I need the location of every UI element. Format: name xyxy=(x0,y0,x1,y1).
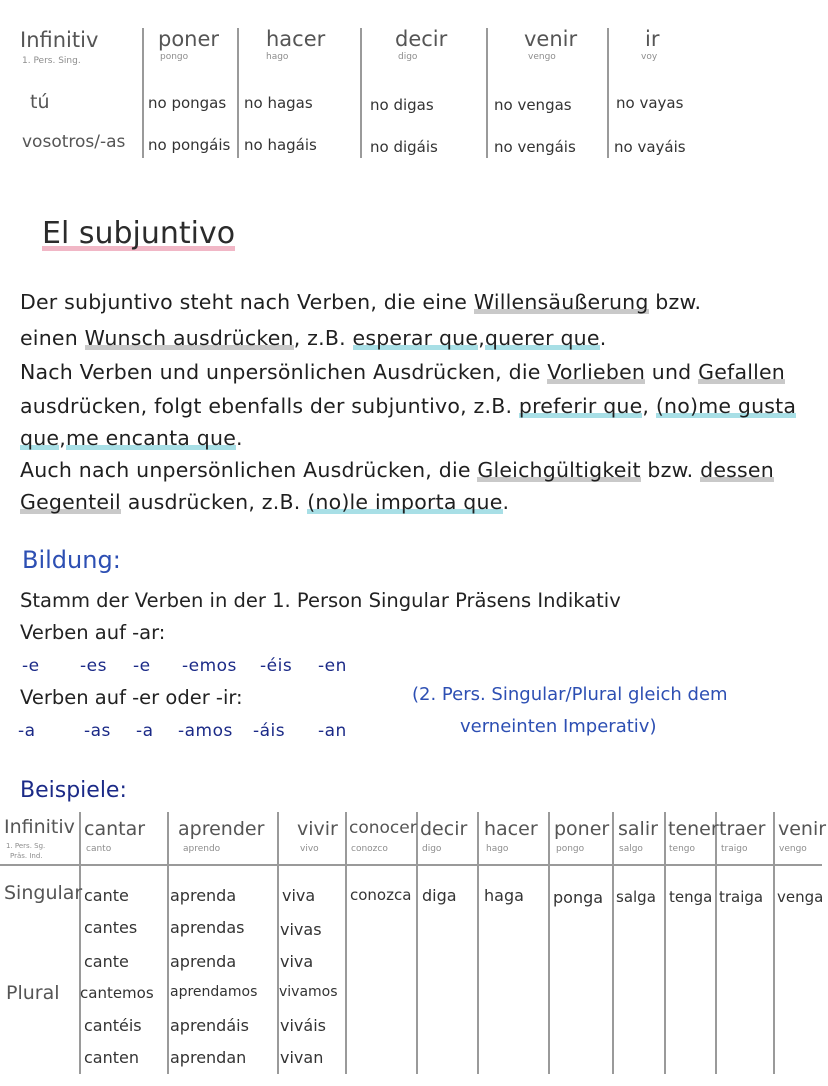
row-label-singular: Singular xyxy=(4,882,83,904)
ending: -as xyxy=(84,721,111,741)
verb-first-person: aprendo xyxy=(183,844,221,854)
verb-infinitive: ir xyxy=(645,27,660,51)
column-divider xyxy=(345,812,347,1074)
verb-infinitive: cantar xyxy=(84,818,146,840)
conjugation-cell: conozca xyxy=(350,886,412,904)
column-divider xyxy=(773,812,775,1074)
column-divider xyxy=(167,812,169,1074)
verb-first-person: vengo xyxy=(528,52,556,62)
column-divider xyxy=(477,812,479,1074)
verb-first-person: pongo xyxy=(160,52,189,62)
conj-table-header-sublabel: Präs. Ind. xyxy=(10,852,43,860)
neg-imperative-cell: no digas xyxy=(370,96,434,114)
stem-rule-text: Stamm der Verben in der 1. Person Singular Präsens Indikativ xyxy=(20,589,621,612)
ending: -amos xyxy=(178,721,233,741)
neg-imperative-cell: no vayáis xyxy=(614,138,686,156)
paragraph-line xyxy=(20,426,243,450)
conjugation-cell: tenga xyxy=(669,888,713,906)
verb-first-person: digo xyxy=(422,844,442,854)
ending: -éis xyxy=(260,656,293,676)
column-divider xyxy=(486,28,488,158)
conjugation-cell: aprendas xyxy=(170,918,245,937)
text-span: . xyxy=(236,426,243,450)
column-divider xyxy=(416,812,418,1074)
neg-imperative-cell: no pongas xyxy=(148,94,227,112)
text-span: , z.B. xyxy=(293,326,346,350)
neg-imperative-cell: no hagáis xyxy=(244,136,317,154)
paragraph-line xyxy=(20,394,796,418)
conjugation-cell: venga xyxy=(777,888,824,906)
text-span: Auch nach unpersönlichen Ausdrücken, die xyxy=(20,458,471,482)
verb-infinitive: tener xyxy=(668,818,719,840)
er-ir-verbs-label: Verben auf -er oder -ir: xyxy=(20,686,243,709)
text-span: . xyxy=(599,326,607,350)
verb-infinitive: poner xyxy=(158,27,220,51)
neg-imperative-cell: no hagas xyxy=(244,94,313,112)
conjugation-cell: vivamos xyxy=(279,984,338,1000)
highlight-grey: Willensäußerung xyxy=(473,290,649,314)
verb-infinitive: traer xyxy=(719,818,766,840)
neg-imperative-cell: no vengas xyxy=(494,96,572,114)
verb-infinitive: salir xyxy=(618,818,658,840)
neg-imperative-cell: no digáis xyxy=(370,138,438,156)
ending: -emos xyxy=(182,656,237,676)
verb-first-person: salgo xyxy=(619,844,643,854)
conjugation-cell: cante xyxy=(84,952,129,971)
conjugation-cell: canten xyxy=(84,1048,139,1067)
neg-table-header-label: Infinitiv xyxy=(20,28,99,52)
verb-infinitive: aprender xyxy=(178,818,265,840)
ending: -a xyxy=(136,721,154,741)
verb-infinitive: conocer xyxy=(349,818,417,838)
conjugation-cell: salga xyxy=(616,888,656,906)
highlight-blue: (no)me gusta xyxy=(655,394,797,418)
highlight-grey: Vorlieben xyxy=(547,360,646,384)
note-line: verneinten Imperativ) xyxy=(460,716,657,737)
highlight-grey: Wunsch ausdrücken xyxy=(84,326,294,350)
text-span: und xyxy=(651,360,692,384)
verb-first-person: vengo xyxy=(779,844,807,854)
ending: -en xyxy=(318,656,347,676)
row-label-tu: tú xyxy=(30,91,50,113)
conjugation-cell: cantemos xyxy=(80,984,154,1002)
column-divider xyxy=(607,28,609,158)
ending: -e xyxy=(133,656,151,676)
paragraph-line xyxy=(20,326,606,350)
text-span: bzw. xyxy=(655,290,702,314)
ending: -es xyxy=(80,656,107,676)
text-span: bzw. xyxy=(647,458,694,482)
conjugation-cell: viva xyxy=(282,886,316,905)
ending: -an xyxy=(318,721,347,741)
ending: -a xyxy=(18,721,36,741)
verb-infinitive: hacer xyxy=(484,818,538,840)
conj-table-header-sublabel: 1. Pers. Sg. xyxy=(6,842,46,850)
verb-infinitive: hacer xyxy=(266,27,326,51)
text-span: . xyxy=(502,490,510,514)
column-divider xyxy=(79,812,81,1074)
text-span: einen xyxy=(20,326,78,350)
bildung-heading: Bildung: xyxy=(22,546,121,574)
page-title: El subjuntivo xyxy=(42,216,236,251)
ar-verbs-label: Verben auf -ar: xyxy=(20,621,166,644)
conjugation-cell: diga xyxy=(422,886,457,905)
verb-first-person: hago xyxy=(486,844,509,854)
verb-first-person: canto xyxy=(86,844,112,854)
column-divider xyxy=(664,812,666,1074)
column-divider xyxy=(548,812,550,1074)
note-line: (2. Pers. Singular/Plural gleich dem xyxy=(412,684,728,705)
verb-infinitive: venir xyxy=(778,818,827,840)
column-divider xyxy=(277,812,279,1074)
conj-table-header-label: Infinitiv xyxy=(4,816,75,838)
ending: -e xyxy=(22,656,40,676)
highlight-blue: me encanta que xyxy=(65,426,237,450)
conjugation-cell: aprendáis xyxy=(170,1016,249,1035)
conjugation-cell: vivan xyxy=(280,1048,324,1067)
conjugation-cell: aprenda xyxy=(170,952,237,971)
highlight-blue: querer que xyxy=(484,326,600,350)
neg-imperative-cell: no vayas xyxy=(616,94,684,112)
conjugation-cell: vivas xyxy=(280,920,322,939)
text-span: , xyxy=(642,394,650,418)
negative-imperative-table xyxy=(0,0,828,175)
conjugation-cell: ponga xyxy=(553,888,604,907)
conjugation-cell: aprendamos xyxy=(170,984,258,1000)
text-span: , xyxy=(59,426,66,450)
conjugation-cell: traiga xyxy=(719,888,764,906)
neg-imperative-cell: no pongáis xyxy=(148,136,231,154)
beispiele-heading: Beispiele: xyxy=(20,778,127,803)
column-divider xyxy=(612,812,614,1074)
conjugation-cell: haga xyxy=(484,886,524,905)
conjugation-cell: aprenda xyxy=(170,886,237,905)
verb-first-person: digo xyxy=(398,52,418,62)
text-span: Nach Verben und unpersönlichen Ausdrücken, die xyxy=(20,360,541,384)
subjunctive-examples-table xyxy=(0,812,828,1086)
conjugation-cell: cante xyxy=(84,886,129,905)
neg-table-header-sublabel: 1. Pers. Sing. xyxy=(22,56,81,66)
highlight-grey: Gegenteil xyxy=(20,490,121,514)
highlight-blue: esperar que xyxy=(352,326,479,350)
header-divider xyxy=(0,864,822,866)
verb-infinitive: decir xyxy=(420,818,468,840)
verb-infinitive: poner xyxy=(554,818,610,840)
column-divider xyxy=(360,28,362,158)
text-span: , xyxy=(478,326,485,350)
highlight-grey: Gleichgültigkeit xyxy=(477,458,641,482)
conjugation-cell: cantes xyxy=(84,918,138,937)
text-span: Der subjuntivo steht nach Verben, die eine xyxy=(20,290,468,314)
highlight-grey: Gefallen xyxy=(698,360,785,384)
paragraph-line xyxy=(20,490,509,514)
conjugation-cell: cantéis xyxy=(84,1016,142,1035)
conjugation-cell: viváis xyxy=(280,1016,326,1035)
verb-first-person: traigo xyxy=(721,844,748,854)
row-label-plural: Plural xyxy=(6,982,60,1004)
column-divider xyxy=(237,28,239,158)
column-divider xyxy=(715,812,717,1074)
verb-first-person: voy xyxy=(641,52,658,62)
verb-infinitive: venir xyxy=(524,27,578,51)
column-divider xyxy=(142,28,144,158)
ending: -áis xyxy=(253,721,286,741)
verb-first-person: vivo xyxy=(300,844,319,854)
verb-first-person: hago xyxy=(266,52,289,62)
row-label-vosotros: vosotros/-as xyxy=(22,132,126,152)
paragraph-line xyxy=(20,458,774,482)
text-span: ausdrücken, folgt ebenfalls der subjuntivo, z.B. xyxy=(20,394,513,418)
highlight-blue: preferir que xyxy=(518,394,643,418)
verb-infinitive: decir xyxy=(395,27,448,51)
verb-infinitive: vivir xyxy=(297,818,338,840)
highlight-blue: que xyxy=(20,426,60,450)
paragraph-line xyxy=(20,290,701,314)
verb-first-person: conozco xyxy=(351,844,388,854)
verb-first-person: tengo xyxy=(669,844,695,854)
highlight-blue: (no)le importa que xyxy=(307,490,503,514)
highlight-grey: dessen xyxy=(700,458,774,482)
verb-first-person: pongo xyxy=(556,844,585,854)
paragraph-line xyxy=(20,360,785,384)
conjugation-cell: viva xyxy=(280,952,314,971)
conjugation-cell: aprendan xyxy=(170,1048,247,1067)
neg-imperative-cell: no vengáis xyxy=(494,138,576,156)
text-span: ausdrücken, z.B. xyxy=(127,490,301,514)
